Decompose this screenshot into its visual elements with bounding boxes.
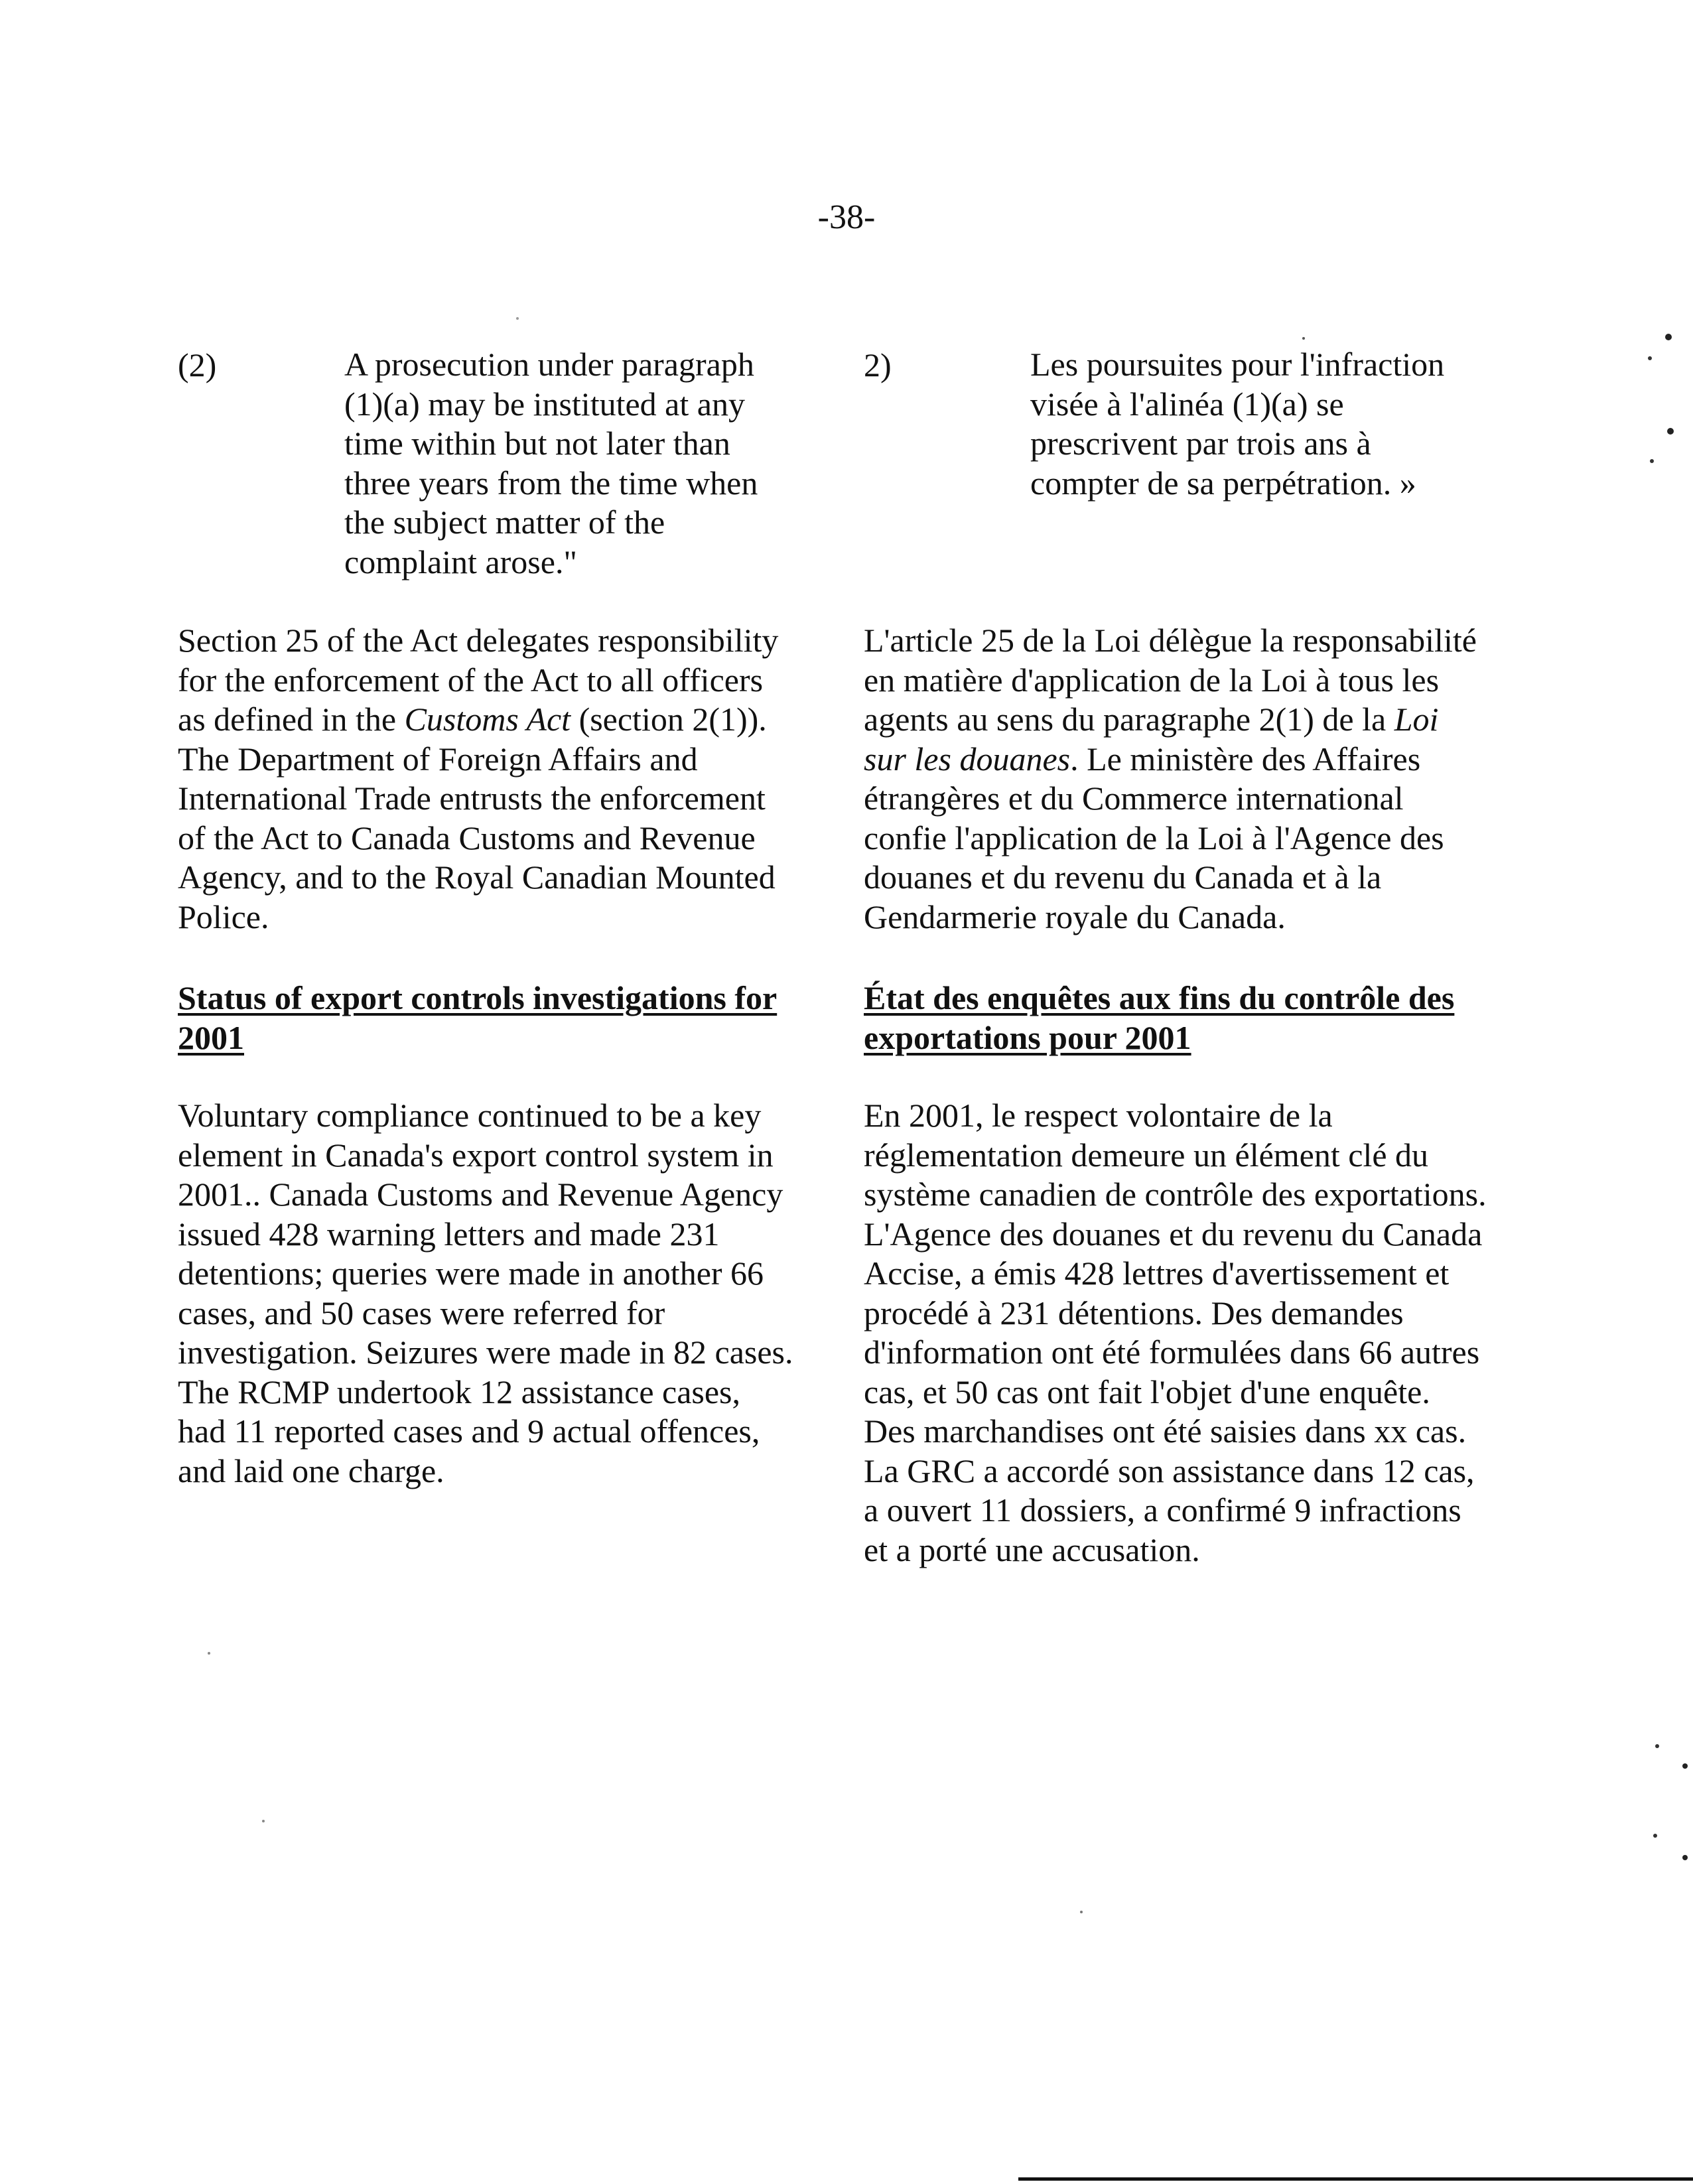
text-line: investigation. Seizures were made in 82 cases.	[178, 1333, 793, 1371]
text-line: 2001.. Canada Customs and Revenue Agency	[178, 1176, 783, 1213]
loi-title-part: Loi	[1394, 701, 1439, 738]
text-line: A prosecution under paragraph	[344, 346, 754, 383]
text-line: d'information ont été formulées dans 66 autres	[864, 1333, 1480, 1371]
speck	[1653, 1834, 1657, 1838]
text-line: detentions; queries were made in another 66	[178, 1255, 764, 1292]
text-line: Accise, a émis 428 lettres d'avertissement et	[864, 1255, 1450, 1292]
text-line: Voluntary compliance continued to be a key	[178, 1097, 762, 1134]
bottom-rule	[1018, 2177, 1693, 2181]
text-line: International Trade entrusts the enforcement	[178, 780, 766, 817]
speck	[1655, 1744, 1659, 1748]
text-line: time within but not later than	[344, 425, 730, 462]
speck	[1682, 1855, 1688, 1860]
text-line: et a porté une accusation.	[864, 1531, 1200, 1568]
text-line	[178, 700, 778, 740]
text-line: confie l'application de la Loi à l'Agence des	[864, 819, 1444, 856]
text-line: L'article 25 de la Loi délègue la responsabilité	[864, 622, 1477, 659]
speck	[1667, 428, 1674, 435]
text-segment: as defined in the	[178, 701, 405, 738]
text-line: procédé à 231 détentions. Des demandes	[864, 1294, 1404, 1331]
text-line: système canadien de contrôle des exportations.	[864, 1176, 1487, 1213]
speck	[208, 1652, 210, 1655]
text-line	[864, 700, 1477, 740]
speck	[1650, 459, 1654, 463]
text-line: réglementation demeure un élément clé du	[864, 1136, 1429, 1174]
text-line: complaint arose."	[344, 543, 577, 580]
french-article25-paragraph	[864, 621, 1477, 937]
speck	[1302, 337, 1305, 340]
text-line: En 2001, le respect volontaire de la	[864, 1097, 1333, 1134]
english-section25-paragraph	[178, 621, 778, 937]
english-status-paragraph	[178, 1096, 793, 1491]
heading-line: État des enquêtes aux fins du contrôle des	[864, 979, 1455, 1016]
text-line: for the enforcement of the Act to all officers	[178, 661, 764, 699]
loi-title-part: sur les douanes	[864, 740, 1071, 778]
text-line: Police.	[178, 898, 269, 935]
french-status-paragraph	[864, 1096, 1487, 1570]
text-line: Des marchandises ont été saisies dans xx cas.	[864, 1412, 1467, 1450]
french-subsection-text	[1030, 345, 1444, 503]
text-line: had 11 reported cases and 9 actual offences,	[178, 1412, 760, 1450]
page-number: -38-	[817, 198, 876, 236]
heading-line: Status of export controls investigations for	[178, 979, 778, 1016]
text-segment: (section 2(1)).	[571, 701, 767, 738]
speck	[1648, 356, 1652, 360]
text-line: and laid one charge.	[178, 1452, 444, 1489]
heading-line: 2001	[178, 1018, 244, 1056]
text-line: La GRC a accordé son assistance dans 12 cas,	[864, 1452, 1475, 1489]
text-line: étrangères et du Commerce international	[864, 780, 1404, 817]
text-segment: . Le ministère des Affaires	[1070, 740, 1421, 778]
speck	[1665, 334, 1672, 340]
heading-line: exportations pour 2001	[864, 1018, 1191, 1056]
text-line: of the Act to Canada Customs and Revenue	[178, 819, 756, 856]
text-line: Agency, and to the Royal Canadian Mounted	[178, 858, 776, 896]
text-line: Section 25 of the Act delegates responsibility	[178, 622, 779, 659]
english-subsection-number: (2)	[178, 346, 217, 383]
text-line: cases, and 50 cases were referred for	[178, 1294, 665, 1331]
speck	[1682, 1763, 1688, 1769]
text-line: issued 428 warning letters and made 231	[178, 1215, 720, 1253]
text-line	[864, 740, 1477, 780]
text-line: the subject matter of the	[344, 504, 665, 541]
speck	[516, 317, 519, 320]
text-line: L'Agence des douanes et du revenu du Canada	[864, 1215, 1483, 1253]
french-section-heading	[864, 979, 1454, 1058]
text-line: visée à l'alinéa (1)(a) se	[1030, 385, 1344, 423]
text-line: prescrivent par trois ans à	[1030, 425, 1371, 462]
speck	[1080, 1911, 1083, 1913]
text-line: cas, et 50 cas ont fait l'objet d'une enquête.	[864, 1373, 1430, 1410]
text-line: a ouvert 11 dossiers, a confirmé 9 infractions	[864, 1491, 1461, 1529]
text-line: compter de sa perpétration. »	[1030, 464, 1416, 502]
text-line: Gendarmerie royale du Canada.	[864, 898, 1286, 935]
text-line: (1)(a) may be instituted at any	[344, 385, 745, 423]
speck	[262, 1820, 265, 1822]
text-segment: agents au sens du paragraphe 2(1) de la	[864, 701, 1394, 738]
english-subsection-text	[344, 345, 758, 582]
text-line: en matière d'application de la Loi à tous les	[864, 661, 1440, 699]
text-line: element in Canada's export control system in	[178, 1136, 774, 1174]
english-section-heading	[178, 979, 777, 1058]
customs-act-title: Customs Act	[404, 701, 571, 738]
french-subsection-number: 2)	[864, 346, 892, 383]
text-line: three years from the time when	[344, 464, 758, 502]
text-line: The Department of Foreign Affairs and	[178, 740, 698, 778]
text-line: Les poursuites pour l'infraction	[1030, 346, 1445, 383]
text-line: douanes et du revenu du Canada et à la	[864, 858, 1382, 896]
text-line: The RCMP undertook 12 assistance cases,	[178, 1373, 740, 1410]
